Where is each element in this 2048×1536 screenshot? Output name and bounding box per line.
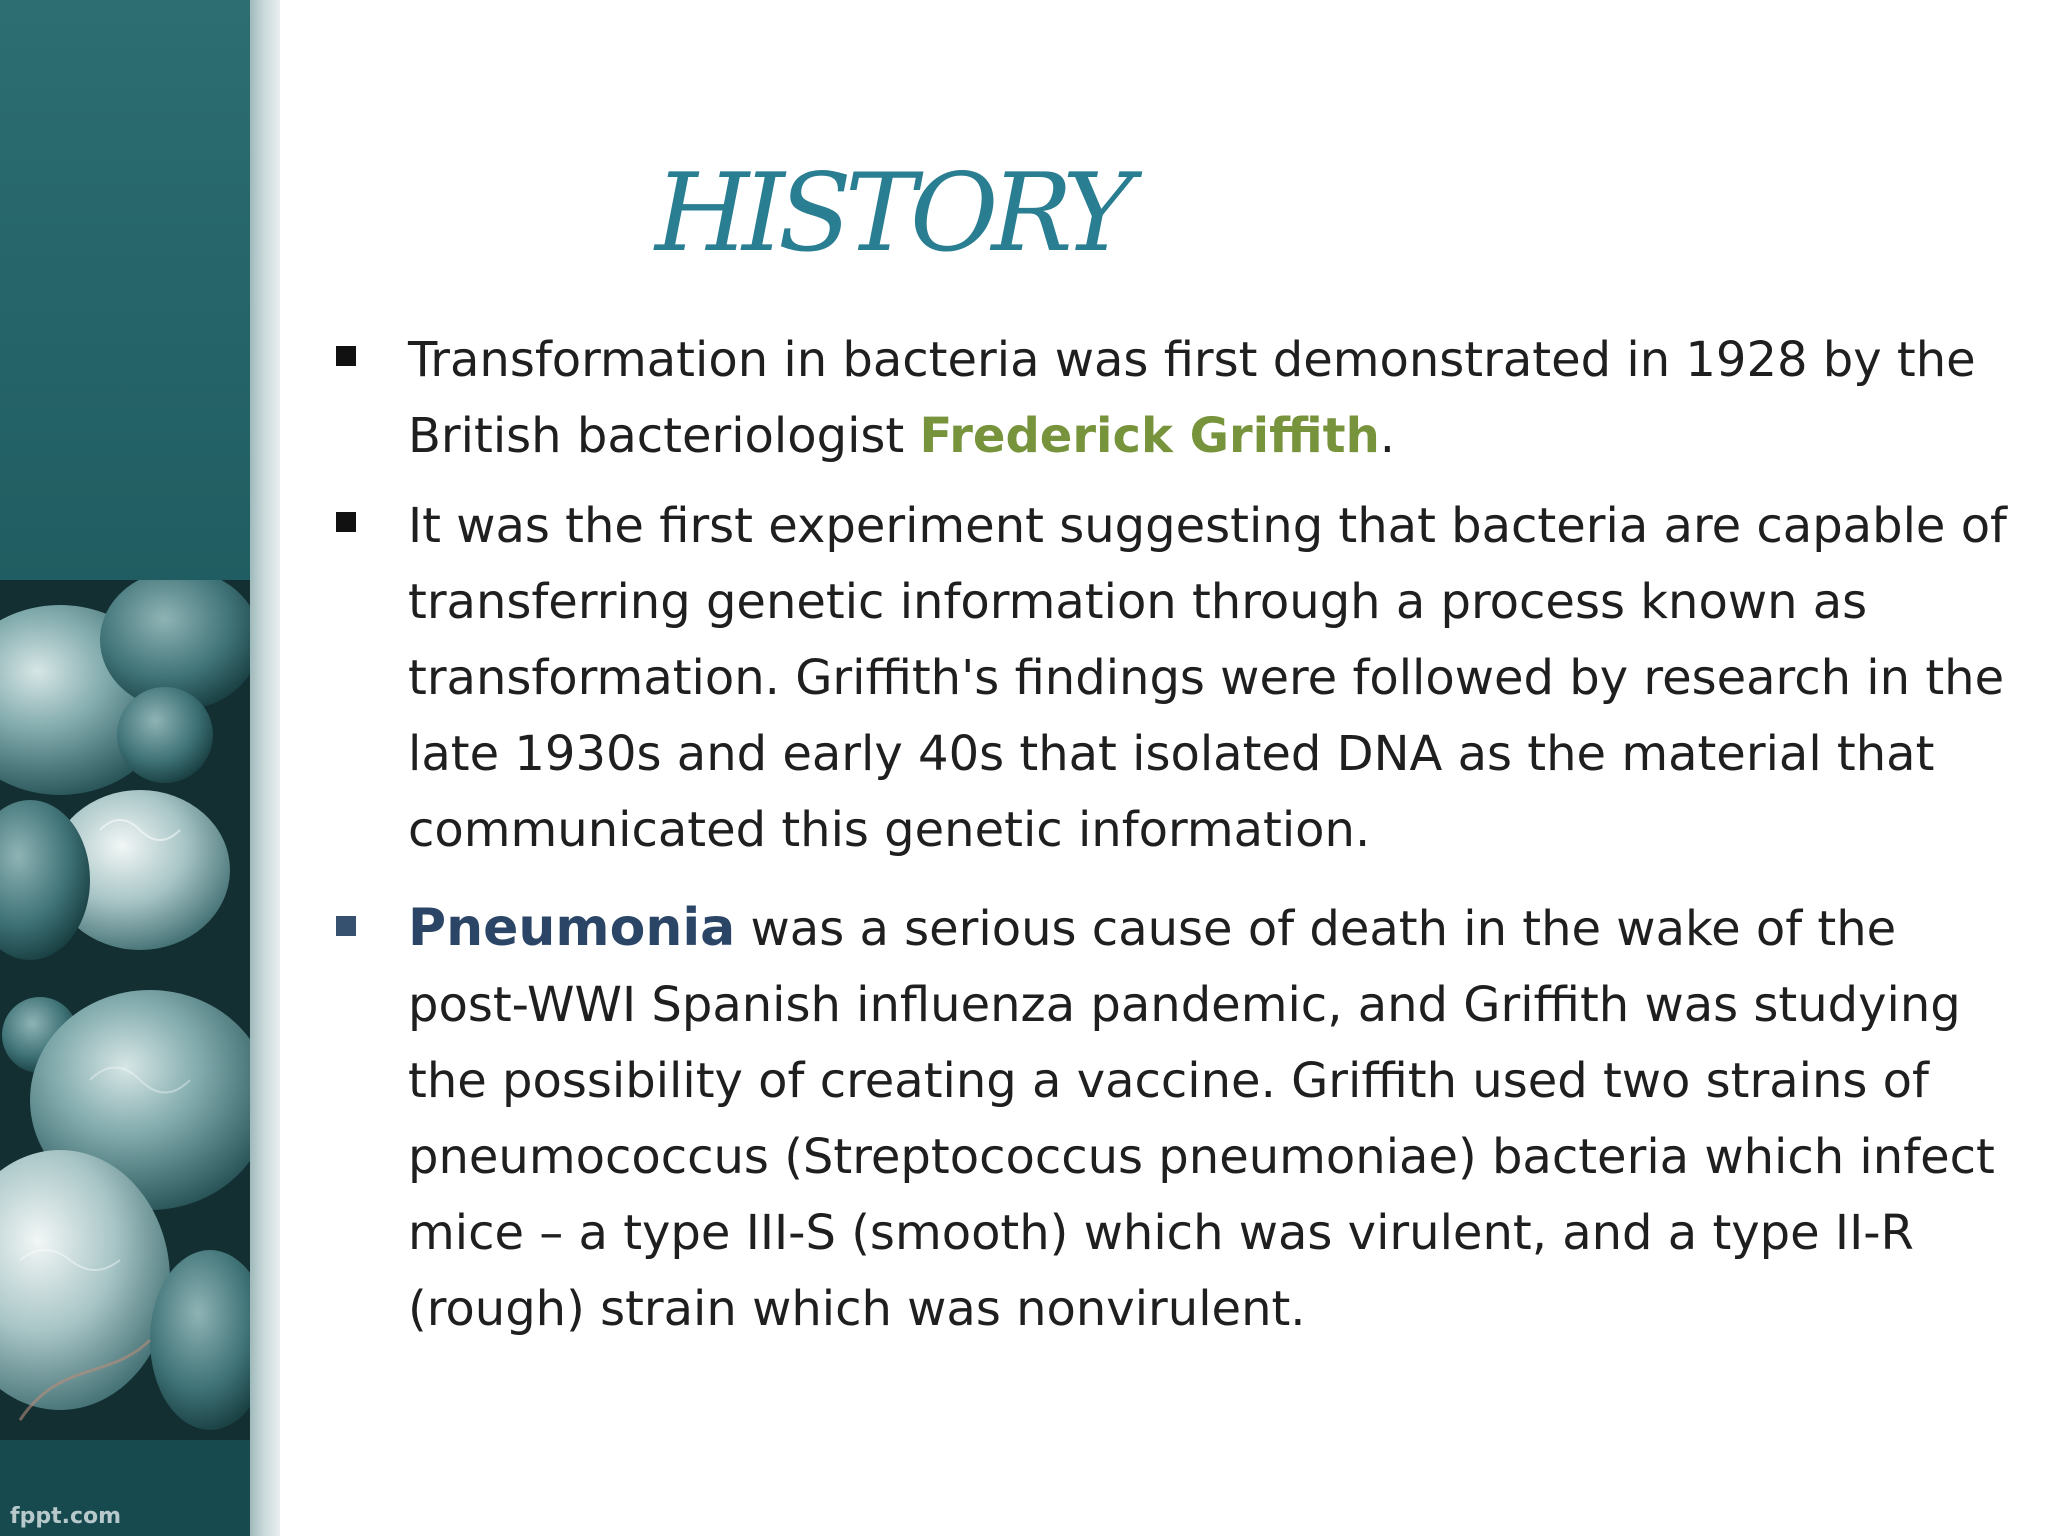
bullet-text: It was the first experiment suggesting that bacteria are capable of transferring genetic information through a process known as transformation. Griffith's findings were followed by research in the late 1930s and early 40s that isolated DNA as the material that communicated this genetic information. [408,498,2007,858]
fppt-watermark: fppt.com [10,1504,122,1529]
bullet-text-end: . [1379,408,1396,464]
slide-title: HISTORY [655,151,1127,276]
highlight-pneumonia: Pneumonia [408,898,736,958]
square-bullet-icon [336,512,356,532]
bullet-item-pneumonia [330,890,2010,1347]
bullet-item-first-experiment [330,488,2010,868]
sidebar-edge [250,0,280,1536]
bullet-text: was a serious cause of death in the wake of the post-WWI Spanish influenza pandemic, and Griffith was studying the possibility of creating a vaccine. Griffith used two strains of pneumococcus (Streptococcus pneumoniae) bacteria which infect mice – a type III-S (smooth) which was virulent, and a type II-R (rough) strain which was nonvirulent. [408,901,1995,1337]
bullet-list [330,322,2010,1361]
highlight-frederick-griffith: Frederick Griffith [919,408,1380,464]
bullet-text: Transformation in bacteria was first demonstrated in 1928 by the British bacteriologist [408,332,1976,464]
square-bullet-icon [336,916,356,936]
bullet-item-griffith-1928 [330,322,2010,474]
bacteria-micrograph-image [0,580,250,1440]
square-bullet-icon [336,346,356,366]
